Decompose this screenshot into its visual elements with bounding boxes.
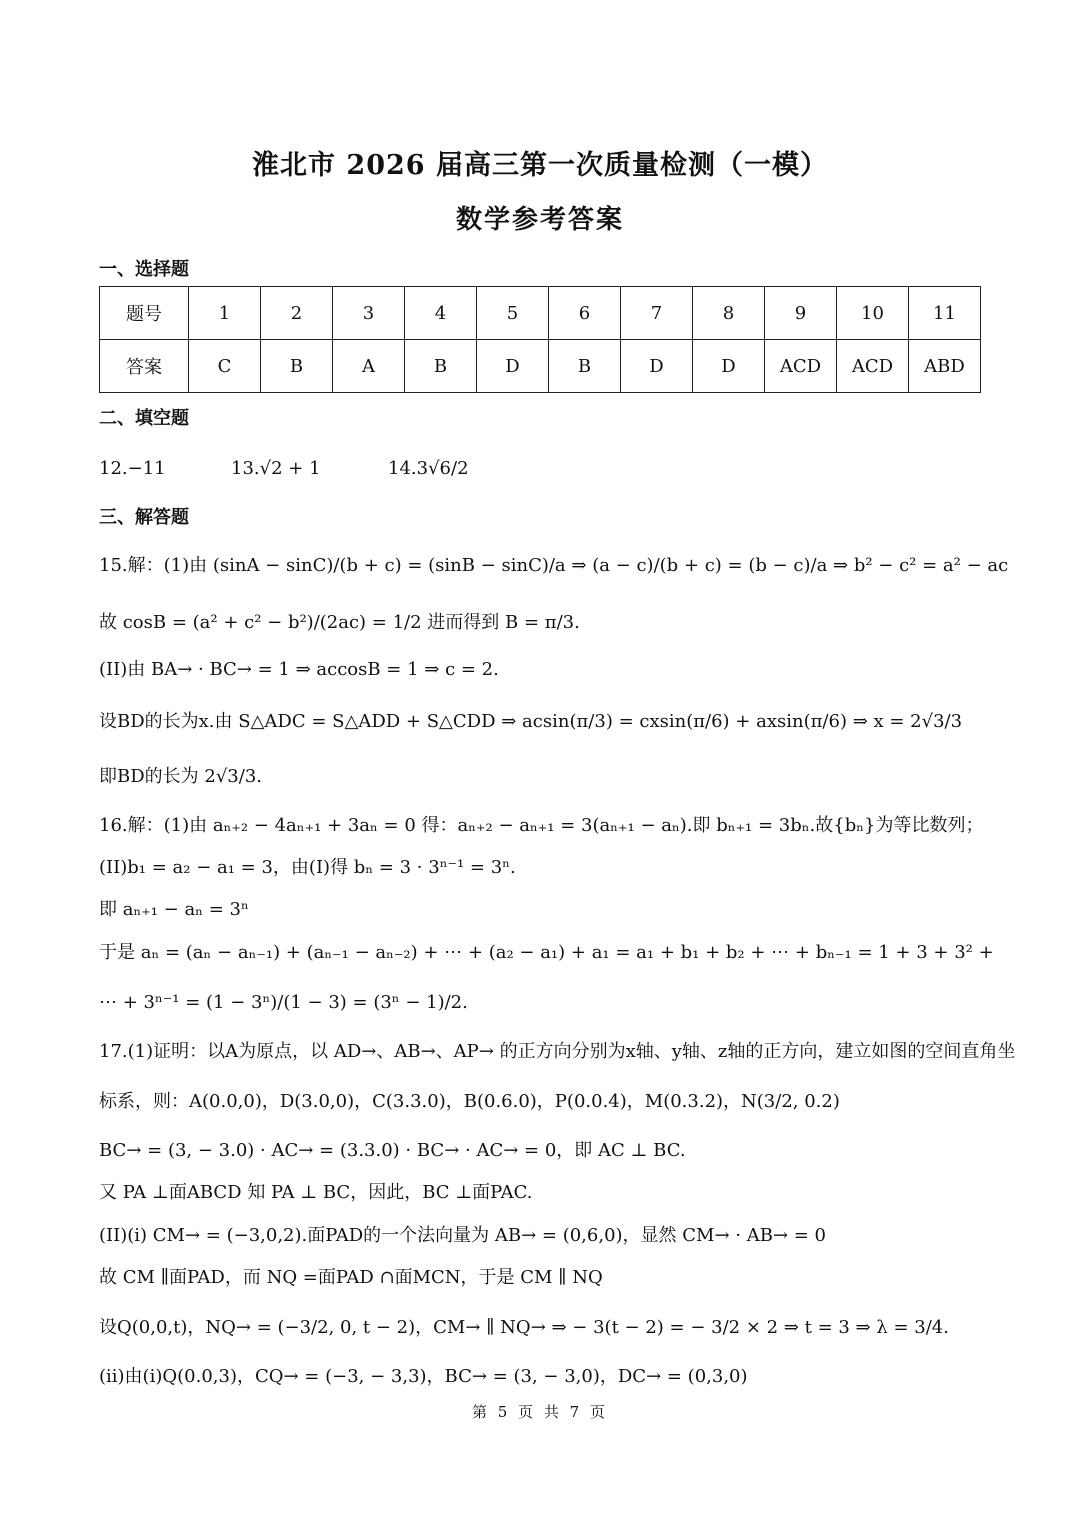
solution-line: (II)由 BA→ · BC→ = 1 ⇒ accosB = 1 ⇒ c = 2. — [99, 659, 499, 680]
page-footer: 第 5 页 共 7 页 — [472, 1403, 608, 1421]
fill-answer-13: 13.√2 + 1 — [231, 458, 321, 479]
solution-line: (II)b₁ = a₂ − a₁ = 3，由(I)得 bₙ = 3 · 3ⁿ⁻¹ = 3ⁿ. — [99, 857, 516, 878]
section-fill-heading: 二、填空题 — [99, 408, 189, 429]
solution-line: 设Q(0,0,t)，NQ→ = (−3/2, 0, t − 2)，CM→ ∥ NQ→ ⇒ − 3(t − 2) = − 3/2 × 2 ⇒ t = 3 ⇒ λ = 3/4. — [99, 1317, 949, 1338]
table-cell: ACD — [765, 340, 837, 393]
section-solution-heading: 三、解答题 — [99, 507, 189, 528]
table-cell: D — [477, 340, 549, 393]
table-cell: 6 — [549, 287, 621, 340]
table-row-answers — [100, 340, 981, 393]
solution-line: (ii)由(i)Q(0.0,3)，CQ→ = (−3, − 3,3)，BC→ = (3, − 3,0)，DC→ = (0,3,0) — [99, 1366, 748, 1387]
solution-line: 16.解：(1)由 aₙ₊₂ − 4aₙ₊₁ + 3aₙ = 0 得：aₙ₊₂ − aₙ₊₁ = 3(aₙ₊₁ − aₙ).即 bₙ₊₁ = 3bₙ.故{bₙ}为等比数列； — [99, 815, 984, 836]
table-cell: 11 — [909, 287, 981, 340]
section-choice-heading: 一、选择题 — [99, 259, 189, 280]
solution-line: 15.解：(1)由 (sinA − sinC)/(b + c) = (sinB − sinC)/a ⇒ (a − c)/(b + c) = (b − c)/a ⇒ b² − c² = a² − ac — [99, 555, 1009, 576]
solution-line: 故 CM ∥面PAD，而 NQ =面PAD ∩面MCN，于是 CM ∥ NQ — [99, 1267, 603, 1288]
table-cell: B — [261, 340, 333, 393]
table-cell: 2 — [261, 287, 333, 340]
table-cell: C — [189, 340, 261, 393]
page-title: 淮北市 2026 届高三第一次质量检测（一模） — [252, 150, 828, 181]
table-row-label: 题号 — [100, 287, 189, 340]
table-cell: 9 — [765, 287, 837, 340]
table-row-label: 答案 — [100, 340, 189, 393]
solution-line: 于是 aₙ = (aₙ − aₙ₋₁) + (aₙ₋₁ − aₙ₋₂) + ⋯ + (a₂ − a₁) + a₁ = a₁ + b₁ + b₂ + ⋯ + bₙ₋₁ = 1 + 3 + 3² + — [99, 942, 994, 963]
fill-answer-14: 14.3√6/2 — [388, 458, 469, 479]
table-cell: 10 — [837, 287, 909, 340]
solution-line: 17.(1)证明：以A为原点，以 AD→、AB→、AP→ 的正方向分别为x轴、y轴、z轴的正方向，建立如图的空间直角坐 — [99, 1041, 1016, 1062]
table-cell: 3 — [333, 287, 405, 340]
table-cell: 7 — [621, 287, 693, 340]
fill-answer-12: 12.−11 — [99, 458, 166, 479]
table-cell: 8 — [693, 287, 765, 340]
solution-line: ⋯ + 3ⁿ⁻¹ = (1 − 3ⁿ)/(1 − 3) = (3ⁿ − 1)/2. — [99, 992, 468, 1013]
solution-line: BC→ = (3, − 3.0) · AC→ = (3.3.0) · BC→ · AC→ = 0，即 AC ⊥ BC. — [99, 1140, 686, 1161]
table-cell: ACD — [837, 340, 909, 393]
table-cell: 5 — [477, 287, 549, 340]
table-cell: B — [405, 340, 477, 393]
table-cell: 4 — [405, 287, 477, 340]
page-subtitle: 数学参考答案 — [455, 205, 624, 235]
solution-line: (II)(i) CM→ = (−3,0,2).面PAD的一个法向量为 AB→ = (0,6,0)，显然 CM→ · AB→ = 0 — [99, 1225, 826, 1246]
table-cell: D — [693, 340, 765, 393]
table-cell: B — [549, 340, 621, 393]
table-cell: 1 — [189, 287, 261, 340]
solution-line: 即 aₙ₊₁ − aₙ = 3ⁿ — [99, 899, 249, 920]
table-cell: A — [333, 340, 405, 393]
answer-table — [99, 286, 981, 393]
solution-line: 设BD的长为x.由 S△ADC = S△ADD + S△CDD ⇒ acsin(π/3) = cxsin(π/6) + axsin(π/6) ⇒ x = 2√3/3 — [99, 711, 963, 732]
solution-line: 故 cosB = (a² + c² − b²)/(2ac) = 1/2 进而得到 B = π/3. — [99, 612, 580, 633]
table-cell: D — [621, 340, 693, 393]
table-row-numbers — [100, 287, 981, 340]
solution-line: 标系，则：A(0.0,0)，D(3.0,0)，C(3.3.0)，B(0.6.0)，P(0.0.4)，M(0.3.2)，N(3/2, 0.2) — [99, 1091, 840, 1112]
solution-line: 即BD的长为 2√3/3. — [99, 766, 262, 787]
table-cell: ABD — [909, 340, 981, 393]
solution-line: 又 PA ⊥面ABCD 知 PA ⊥ BC，因此，BC ⊥面PAC. — [99, 1182, 533, 1203]
